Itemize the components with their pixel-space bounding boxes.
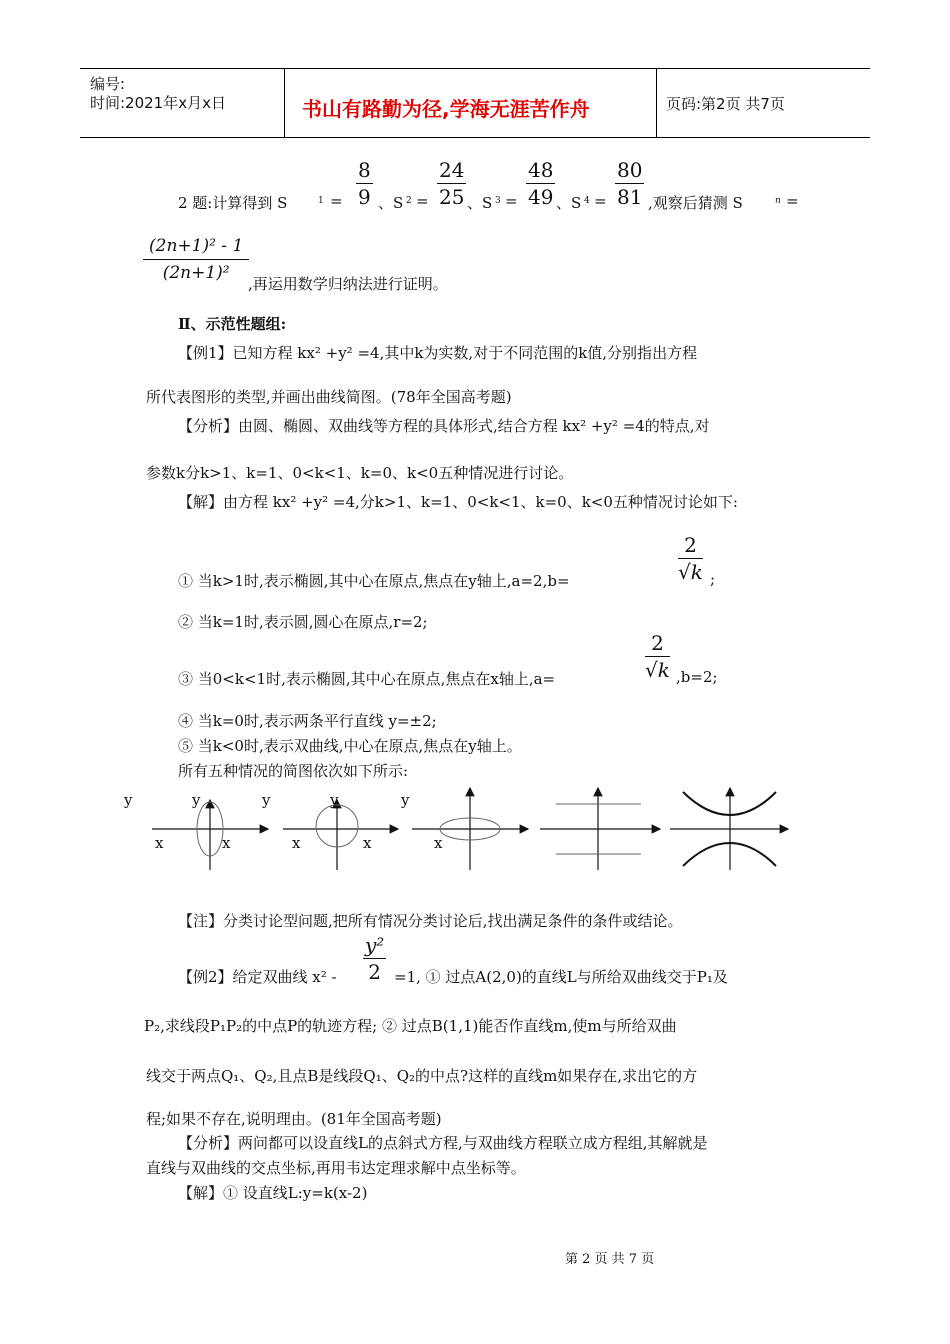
q2-eq: = bbox=[505, 192, 518, 210]
q2-sep: 、S bbox=[467, 194, 493, 212]
q2-s3-fraction: $\frac{48}{49}$ bbox=[528, 158, 554, 209]
ex2-fraction: $\frac{\text{y²}}{2}$ bbox=[365, 933, 385, 984]
axis-label-y: y bbox=[192, 791, 201, 809]
ex1-case3: ③ 当0<k<1时,表示椭圆,其中心在原点,焦点在x轴上,a= bbox=[178, 670, 556, 688]
ex2-solve: 【解】① 设直线L:y=k(x-2) bbox=[178, 1184, 368, 1202]
q2-eq: = bbox=[330, 192, 343, 210]
sketch-ellipse-x-axis bbox=[412, 788, 528, 870]
ex2-analysis2: 直线与双曲线的交点坐标,再用韦达定理求解中点坐标等。 bbox=[146, 1159, 526, 1177]
curve-sketches bbox=[0, 780, 950, 880]
ex1-case5: ⑤ 当k<0时,表示双曲线,中心在原点,焦点在y轴上。 bbox=[178, 737, 522, 755]
q2-suffix: ,观察后猜测 S bbox=[648, 194, 743, 212]
axis-label-y: y bbox=[124, 791, 133, 809]
q2-sub1: 1 bbox=[318, 196, 324, 206]
ex1-line1: 【例1】已知方程 kx² +y² =4,其中k为实数,对于不同范围的k值,分别指出方程 bbox=[178, 344, 698, 362]
q2-tail: ,再运用数学归纳法进行证明。 bbox=[248, 275, 448, 293]
doc-time-label: 时间:2021年x月x日 bbox=[90, 94, 226, 112]
axis-label-y: y bbox=[330, 791, 339, 809]
header-motto: 书山有路勤为径,学海无涯苦作舟 bbox=[302, 97, 590, 121]
ex1-case1: ① 当k>1时,表示椭圆,其中心在原点,焦点在y轴上,a=2,b= bbox=[178, 572, 570, 590]
axis-label-y: y bbox=[262, 791, 271, 809]
note: 【注】分类讨论型问题,把所有情况分类讨论后,找出满足条件的条件或结论。 bbox=[178, 912, 683, 930]
sketch-hyperbola bbox=[670, 788, 788, 870]
ex1-sketch-intro: 所有五种情况的简图依次如下所示: bbox=[178, 762, 409, 780]
q2-s2-fraction: $\frac{24}{25}$ bbox=[439, 158, 465, 209]
sketch-parallel-lines bbox=[540, 788, 660, 870]
sketch-ellipse-y-axis bbox=[152, 800, 268, 870]
q2-s4-fraction: $\frac{80}{81}$ bbox=[617, 158, 643, 209]
ex2-line2: P₂,求线段P₁P₂的中点P的轨迹方程; ② 过点B(1,1)能否作直线m,使m与所给双曲 bbox=[144, 1017, 677, 1035]
page-footer: 第 2 页 共 7 页 bbox=[565, 1252, 655, 1267]
axis-label-x: x bbox=[292, 834, 301, 852]
ex1-case2: ② 当k=1时,表示圆,圆心在原点,r=2; bbox=[178, 613, 428, 631]
axis-label-x: x bbox=[155, 834, 164, 852]
ex1-line2: 所代表图形的类型,并画出曲线简图。(78年全国高考题) bbox=[146, 388, 512, 406]
axis-label-x: x bbox=[363, 834, 372, 852]
q2-sub3: 3 bbox=[495, 196, 501, 206]
ex1-a-fraction: $\frac{2}{√k}$ bbox=[645, 631, 670, 682]
axis-label-y: y bbox=[401, 791, 410, 809]
q2-sub2: 2 bbox=[406, 196, 412, 206]
q2-guess-fraction: $\frac{\text{(2n+1)² - 1}}{\text{(2n+1)²}}$ bbox=[143, 233, 249, 286]
axis-label-x: x bbox=[434, 834, 443, 852]
q2-eq: = bbox=[416, 192, 429, 210]
ex1-case1-tail: ; bbox=[710, 570, 716, 588]
ex1-analysis1: 【分析】由圆、椭圆、双曲线等方程的具体形式,结合方程 kx² +y² =4的特点,对 bbox=[178, 417, 710, 435]
ex1-solve: 【解】由方程 kx² +y² =4,分k>1、k=1、0<k<1、k=0、k<0五种情况讨论如下: bbox=[178, 493, 738, 511]
ex2-line4: 程;如果不存在,说明理由。(81年全国高考题) bbox=[146, 1110, 442, 1128]
ex1-case4: ④ 当k=0时,表示两条平行直线 y=±2; bbox=[178, 712, 437, 730]
ex1-analysis2: 参数k分k>1、k=1、0<k<1、k=0、k<0五种情况进行讨论。 bbox=[146, 464, 574, 482]
q2-eq: = bbox=[594, 192, 607, 210]
ex2-analysis1: 【分析】两问都可以设直线L的点斜式方程,与双曲线方程联立成方程组,其解就是 bbox=[178, 1134, 708, 1152]
ex2-line3: 线交于两点Q₁、Q₂,且点B是线段Q₁、Q₂的中点?这样的直线m如果存在,求出它的方 bbox=[146, 1067, 698, 1085]
header-divider bbox=[284, 69, 285, 137]
q2-sub4: 4 bbox=[584, 196, 590, 206]
page-code: 页码:第2页 共7页 bbox=[666, 95, 785, 113]
ex2-line1a: 【例2】给定双曲线 x² - bbox=[178, 968, 337, 986]
doc-number-label: 编号: bbox=[90, 75, 126, 93]
q2-sep: 、S bbox=[378, 194, 404, 212]
q2-eq: = bbox=[786, 192, 799, 210]
ex2-line1b: =1, ① 过点A(2,0)的直线L与所给双曲线交于P₁及 bbox=[394, 968, 728, 986]
q2-sep: 、S bbox=[556, 194, 582, 212]
q2-prefix: 2 题:计算得到 S bbox=[178, 194, 288, 212]
ex1-b-fraction: $\frac{2}{√k}$ bbox=[678, 533, 703, 584]
q2-sub-n: n bbox=[775, 196, 781, 206]
section-title: Ⅱ、示范性题组: bbox=[178, 315, 287, 333]
header-table bbox=[80, 68, 870, 138]
q2-s1-fraction: $\frac{8}{9}$ bbox=[358, 158, 371, 209]
ex1-case3-tail: ,b=2; bbox=[676, 668, 718, 686]
axis-label-x: x bbox=[222, 834, 231, 852]
header-divider bbox=[656, 69, 657, 137]
